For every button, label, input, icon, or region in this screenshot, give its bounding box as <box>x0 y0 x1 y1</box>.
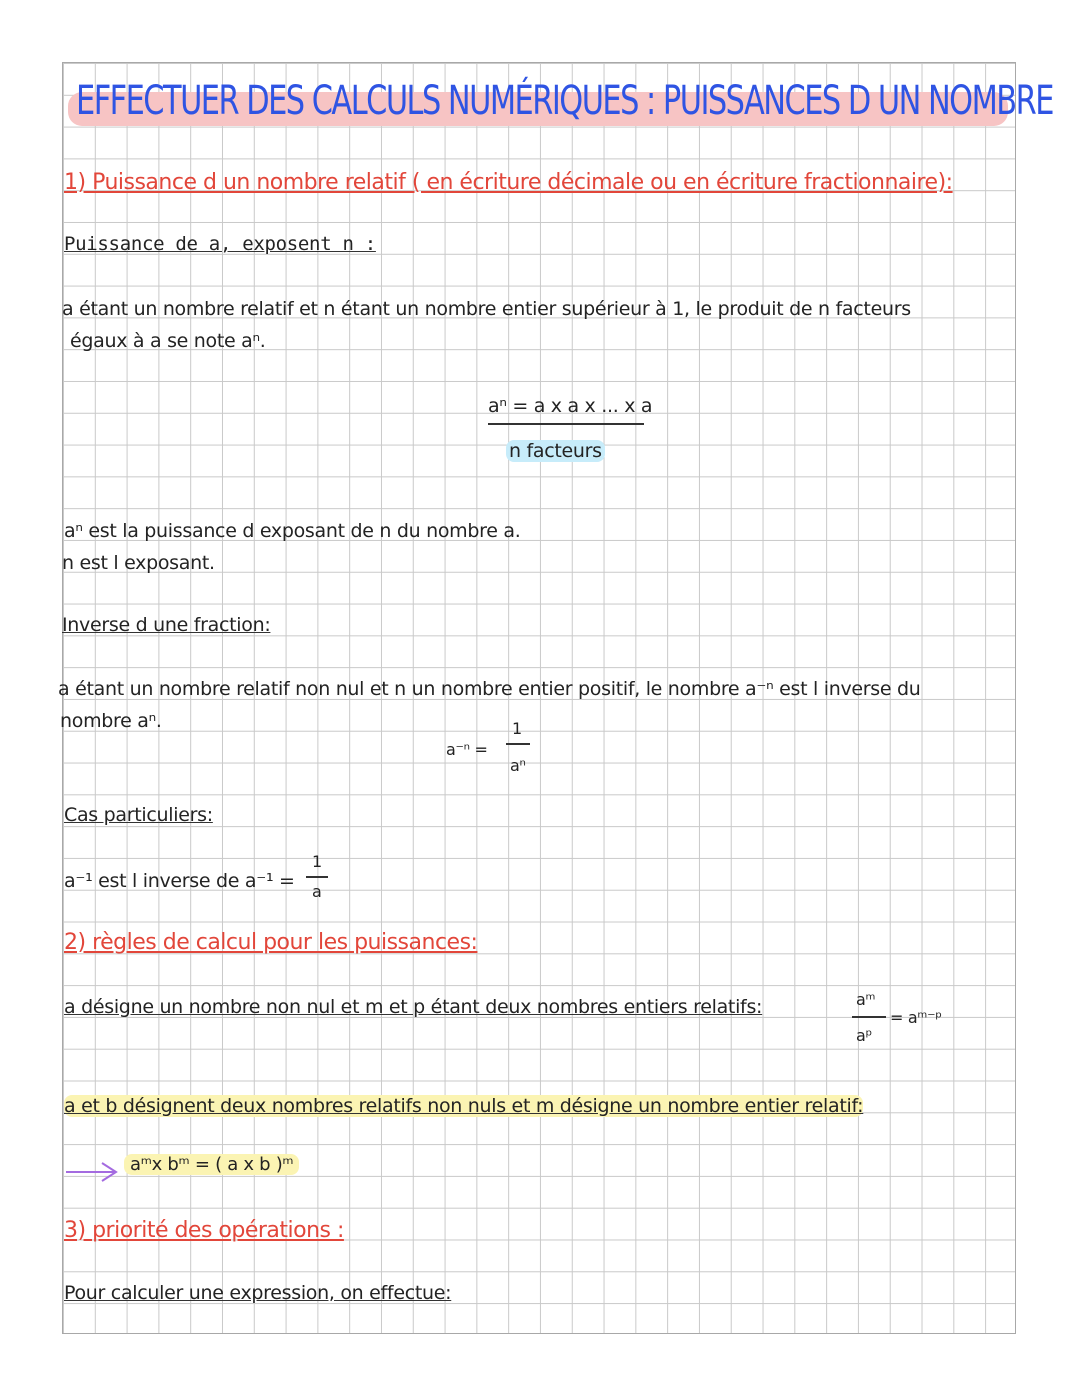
inverse-heading: Inverse d une fraction: <box>62 614 271 636</box>
special-case-numerator: 1 <box>312 852 322 871</box>
section-2-heading: 2) règles de calcul pour les puissances: <box>64 930 478 955</box>
rule-2-formula: aᵐx bᵐ = ( a x b )ᵐ <box>124 1154 299 1175</box>
power-note-1: aⁿ est la puissance d exposant de n du nombre a. <box>64 520 521 542</box>
inverse-formula-numerator: 1 <box>512 719 522 738</box>
power-note-2: n est l exposant. <box>62 552 215 574</box>
inverse-formula-lhs: a⁻ⁿ = <box>446 740 488 759</box>
special-fraction-bar <box>306 876 328 878</box>
inverse-fraction-bar <box>506 743 530 745</box>
inverse-formula-denominator: aⁿ <box>510 756 526 775</box>
section-1-heading: 1) Puissance d un nombre relatif ( en écriture décimale ou en écriture fractionnaire): <box>64 170 953 195</box>
special-cases-heading: Cas particuliers: <box>64 804 213 826</box>
page-title: EFFECTUER DES CALCULS NUMÉRIQUES : PUISSANCES D UN NOMBRE <box>76 78 1053 124</box>
inverse-line-1: a étant un nombre relatif non nul et n un nombre entier positif, le nombre a⁻ⁿ est l inverse du <box>58 678 921 700</box>
definition-line-1: a étant un nombre relatif et n étant un nombre entier supérieur à 1, le produit de n facteurs <box>62 298 911 320</box>
special-case-denominator: a <box>312 882 322 901</box>
section-3-line-1: Pour calculer une expression, on effectue: <box>64 1282 452 1304</box>
definition-line-2: égaux à a se note aⁿ. <box>70 330 266 352</box>
arrow-right-icon <box>64 1160 120 1184</box>
rule-1-fraction-bar <box>852 1016 886 1018</box>
power-subheading: Puissance de a, exposent n : <box>64 233 376 255</box>
rule-2-text: a et b désignent deux nombres relatifs non nuls et m désigne un nombre entier relatif: <box>64 1095 864 1117</box>
section-3-heading: 3) priorité des opérations : <box>64 1218 344 1243</box>
rule-1-denominator: aᵖ <box>856 1026 873 1045</box>
special-case-text: a⁻¹ est l inverse de a⁻¹ = <box>64 870 295 892</box>
rule-1-text: a désigne un nombre non nul et m et p étant deux nombres entiers relatifs: <box>64 996 763 1018</box>
factor-count-label: n facteurs <box>506 440 605 462</box>
rule-1-result: = aᵐ⁻ᵖ <box>890 1008 942 1027</box>
power-formula: aⁿ = a x a x ... x a <box>488 395 653 417</box>
formula-brace-line <box>488 423 644 425</box>
rule-1-numerator: aᵐ <box>856 990 876 1009</box>
inverse-line-2: nombre aⁿ. <box>60 710 162 732</box>
